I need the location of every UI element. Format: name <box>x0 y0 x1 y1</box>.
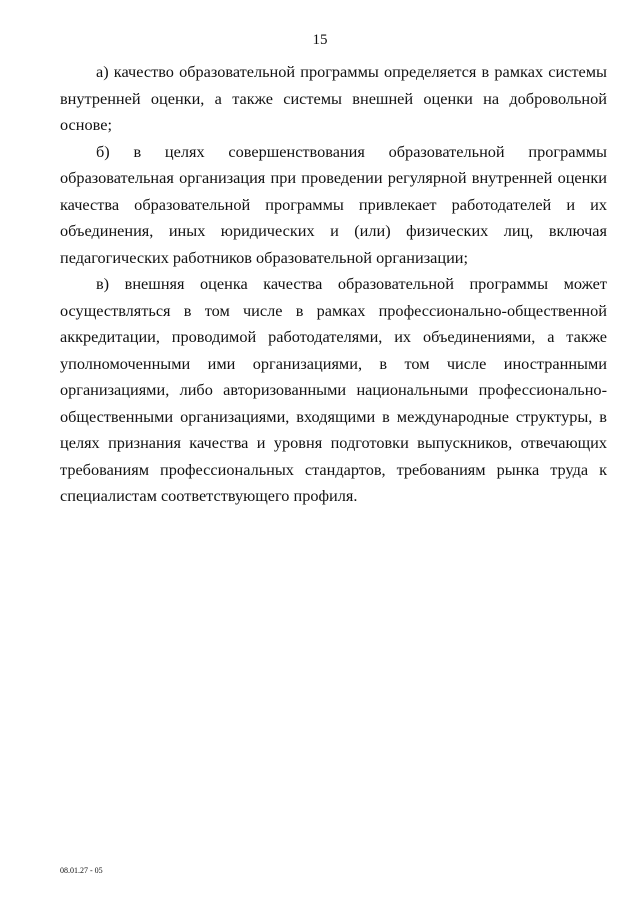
footer-document-code: 08.01.27 - 05 <box>60 866 103 875</box>
paragraph-b: б) в целях совершенствования образовательной программы образовательная организация при проведении регулярной внутренней оценки качества образовательной программы привлекает работодателей и их объединения, иных юридических и (или) физических лиц, включая педагогических работников образовательной организации; <box>60 141 607 267</box>
document-body <box>60 59 607 510</box>
paragraph-v: в) внешняя оценка качества образовательной программы может осуществляться в том числе в рамках профессионально-общественной аккредитации, проводимой работодателями, их объединениями, а также уполномоченными ими организациями, в том числе иностранными организациями, либо авторизованными национальными профессионально-общественными организациями, входящими в международные структуры, в целях признания качества и уровня подготовки выпускников, отвечающих требованиям профессиональных стандартов, требованиям рынка труда к специалистам соответствующего профиля. <box>60 274 607 505</box>
page-number: 15 <box>312 32 328 48</box>
paragraph-a: а) качество образовательной программы определяется в рамках системы внутренней оценки, а также системы внешней оценки на добровольной основе; <box>60 62 607 134</box>
